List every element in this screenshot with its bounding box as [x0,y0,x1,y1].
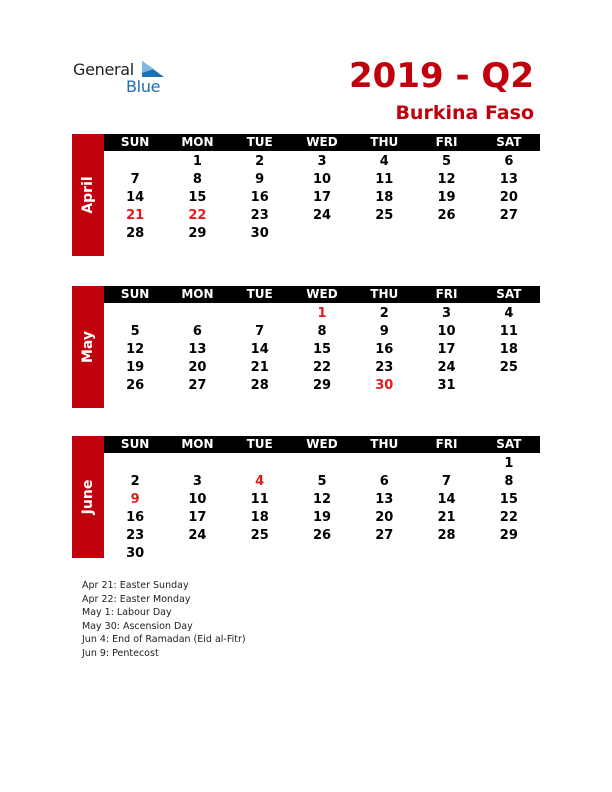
day-cell: 17 [437,342,456,357]
month-block-june [72,436,540,561]
day-cell: 11 [375,172,394,187]
day-cell: 16 [375,342,394,357]
general-blue-logo [73,59,173,95]
weekday-fri: FRI [435,135,458,149]
holiday-notes [82,579,246,661]
day-cell: 24 [437,360,456,375]
day-cell: 19 [126,360,145,375]
weekday-header [104,286,540,303]
holiday-note: Apr 22: Easter Monday [82,593,191,605]
empty-day-cell [229,455,291,473]
logo-blue-text: Blue [126,77,161,96]
weekday-fri: FRI [435,287,458,301]
day-cell: 19 [437,190,456,205]
day-grid [104,305,540,395]
holiday-day-cell: 9 [130,492,140,507]
month-label-box [72,286,104,408]
day-cell: 2 [379,306,389,321]
empty-day-cell [415,455,477,473]
day-cell: 26 [126,378,145,393]
day-cell: 15 [188,190,207,205]
day-cell: 3 [442,306,452,321]
empty-day-cell [166,305,228,323]
month-block-may [72,286,540,408]
day-cell: 20 [499,190,518,205]
holiday-day-cell: 4 [255,474,265,489]
day-cell: 10 [188,492,207,507]
day-cell: 2 [255,154,265,169]
holiday-note: Jun 9: Pentecost [82,647,159,659]
day-cell: 1 [504,456,514,471]
day-cell: 10 [312,172,332,187]
day-cell: 3 [192,474,202,489]
day-cell: 7 [130,172,140,187]
day-cell: 2 [130,474,140,489]
day-cell: 30 [126,546,145,561]
logo-general-text: General [73,60,134,79]
day-cell: 9 [379,324,389,339]
day-cell: 24 [312,208,332,223]
day-cell: 14 [126,190,145,205]
month-label: June [80,479,96,515]
weekday-mon: MON [181,287,214,301]
day-grid [104,153,540,243]
month-label: May [80,330,96,364]
holiday-day-cell: 1 [317,306,327,321]
day-cell: 19 [312,510,332,525]
logo-flag-icon [142,61,164,77]
day-cell: 27 [375,528,394,543]
day-cell: 12 [312,492,332,507]
day-cell: 26 [437,208,456,223]
day-cell: 21 [437,510,456,525]
weekday-fri: FRI [435,437,458,451]
weekday-mon: MON [181,437,214,451]
weekday-wed: WED [306,437,338,451]
day-cell: 26 [312,528,332,543]
day-cell: 20 [375,510,394,525]
day-cell: 31 [437,378,456,393]
day-cell: 3 [317,154,327,169]
month-label: April [80,176,96,214]
weekday-thu: THU [370,437,399,451]
empty-day-cell [353,455,415,473]
day-cell: 5 [317,474,327,489]
day-cell: 24 [188,528,207,543]
weekday-sat: SAT [496,135,522,149]
month-block-april [72,134,540,256]
weekday-tue: TUE [246,287,273,301]
day-cell: 23 [250,208,269,223]
empty-day-cell [229,305,291,323]
day-cell: 22 [312,360,332,375]
day-cell: 29 [312,378,332,393]
day-cell: 29 [188,226,207,241]
day-cell: 14 [250,342,269,357]
holiday-note: Apr 21: Easter Sunday [82,580,189,591]
weekday-thu: THU [370,287,399,301]
day-cell: 17 [312,190,332,205]
day-cell: 21 [250,360,269,375]
empty-day-cell [291,455,353,473]
day-cell: 11 [250,492,269,507]
page-title: 2019 - Q2 [349,56,534,96]
weekday-tue: TUE [246,437,273,451]
holiday-note: May 30: Ascension Day [82,620,193,632]
day-cell: 7 [255,324,265,339]
day-cell: 13 [188,342,207,357]
day-cell: 25 [250,528,269,543]
day-cell: 29 [499,528,518,543]
day-cell: 10 [437,324,456,339]
holiday-day-cell: 22 [188,208,207,223]
empty-day-cell [104,455,166,473]
day-cell: 8 [192,172,202,187]
day-cell: 9 [255,172,265,187]
day-cell: 28 [437,528,456,543]
weekday-wed: WED [306,135,338,149]
holiday-note: May 1: Labour Day [82,607,172,619]
holiday-day-cell: 30 [375,378,394,393]
day-cell: 28 [126,226,145,241]
holiday-day-cell: 21 [126,208,145,223]
weekday-sun: SUN [120,437,150,451]
day-cell: 8 [504,474,514,489]
day-cell: 4 [379,154,389,169]
day-cell: 11 [499,324,518,339]
day-cell: 6 [504,154,514,169]
day-cell: 6 [379,474,389,489]
day-cell: 25 [375,208,394,223]
holiday-note: Jun 4: End of Ramadan (Eid al-Fitr) [82,634,246,646]
day-cell: 6 [192,324,202,339]
day-cell: 22 [499,510,518,525]
day-cell: 4 [504,306,514,321]
day-cell: 13 [499,172,518,187]
day-cell: 7 [442,474,452,489]
day-cell: 14 [437,492,456,507]
month-label-box [72,436,104,558]
weekday-header [104,436,540,453]
month-label-box [72,134,104,256]
day-cell: 20 [188,360,207,375]
empty-day-cell [104,153,166,171]
day-cell: 16 [126,510,145,525]
country-name: Burkina Faso [395,102,534,124]
day-cell: 23 [126,528,145,543]
weekday-wed: WED [306,287,338,301]
weekday-sun: SUN [120,287,150,301]
day-cell: 18 [375,190,394,205]
day-cell: 15 [499,492,518,507]
weekday-thu: THU [370,135,399,149]
weekday-sat: SAT [496,287,522,301]
day-cell: 15 [312,342,332,357]
day-cell: 17 [188,510,207,525]
day-cell: 27 [499,208,518,223]
day-cell: 23 [375,360,394,375]
empty-day-cell [166,455,228,473]
day-cell: 27 [188,378,207,393]
day-cell: 5 [442,154,452,169]
day-cell: 25 [499,360,518,375]
day-cell: 13 [375,492,394,507]
day-cell: 12 [126,342,145,357]
day-cell: 18 [250,510,269,525]
weekday-tue: TUE [246,135,273,149]
weekday-sun: SUN [120,135,150,149]
weekday-mon: MON [181,135,214,149]
day-cell: 16 [250,190,269,205]
day-cell: 28 [250,378,269,393]
day-cell: 8 [317,324,327,339]
day-cell: 30 [250,226,269,241]
day-grid [104,455,540,563]
weekday-sat: SAT [496,437,522,451]
day-cell: 5 [130,324,140,339]
empty-day-cell [104,305,166,323]
weekday-header [104,134,540,151]
day-cell: 12 [437,172,456,187]
day-cell: 1 [192,154,202,169]
day-cell: 18 [499,342,518,357]
